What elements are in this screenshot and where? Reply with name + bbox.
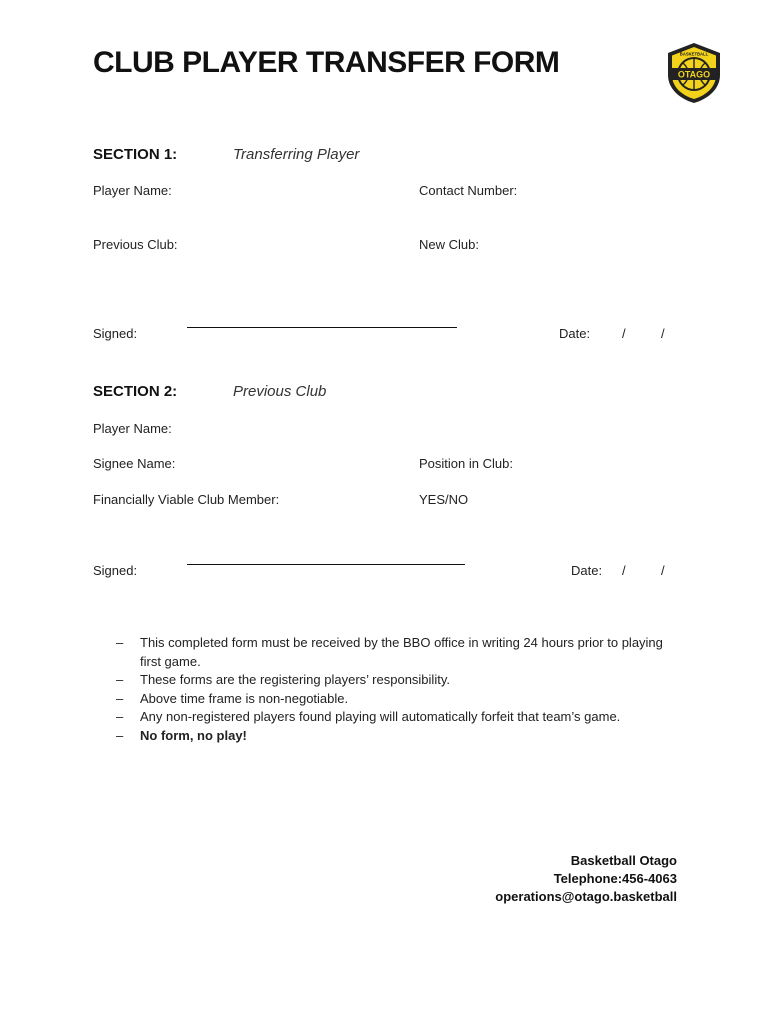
section1-date-slash-1: / [622, 326, 626, 341]
contact-email[interactable]: operations@otago.basketball [495, 889, 677, 904]
note-text: Any non-registered players found playing will automatically forfeit that team’s game. [140, 709, 621, 724]
section1-signed-label: Signed: [93, 326, 138, 341]
section2-heading: SECTION 2: [93, 383, 178, 400]
notes-list [116, 634, 686, 745]
section1-contact-number-label: Contact Number: [419, 183, 518, 198]
list-item [116, 634, 686, 671]
section2-player-name-label: Player Name: [93, 421, 172, 436]
note-dash: – [116, 635, 124, 650]
note-dash: – [116, 709, 124, 724]
section2-date-label: Date: [571, 563, 603, 578]
section2-yes-no: YES/NO [419, 492, 469, 507]
contact-telephone: Telephone:456-4063 [553, 871, 677, 886]
logo-otago-text: OTAGO [677, 69, 711, 80]
section1-date-slash-2: / [661, 326, 665, 341]
list-item [116, 690, 686, 709]
logo-basketball-text: BASKETBALL [679, 51, 709, 57]
note-text: Above time frame is non-negotiable. [140, 690, 349, 706]
basketball-otago-logo [664, 41, 724, 105]
note-dash: – [116, 727, 124, 743]
section1-previous-club-label: Previous Club: [93, 237, 178, 252]
section1-signature-line[interactable] [187, 327, 457, 328]
section2-subtitle: Previous Club [233, 383, 327, 400]
note-text-bold: No form, no play! [140, 727, 247, 743]
section2-date-slash-1: / [622, 563, 626, 578]
section2-position-in-club-label: Position in Club: [419, 456, 513, 471]
section1-new-club-label: New Club: [419, 237, 479, 252]
section1-date-label: Date: [559, 326, 591, 341]
section2-signed-label: Signed: [93, 563, 138, 578]
list-item [116, 727, 686, 746]
note-text: This completed form must be received by the BBO office in writing 24 hours prior to playing first game. [140, 635, 663, 669]
section2-date-slash-2: / [661, 563, 665, 578]
section1-heading: SECTION 1: [93, 146, 178, 163]
section2-signee-name-label: Signee Name: [93, 456, 176, 471]
section1-subtitle: Transferring Player [233, 146, 360, 163]
list-item [116, 708, 686, 727]
contact-block [495, 852, 677, 906]
section2-signature-line[interactable] [187, 564, 465, 565]
note-text: These forms are the registering players’ responsibility. [140, 672, 450, 687]
contact-org: Basketball Otago [570, 853, 677, 868]
note-dash: – [116, 672, 124, 687]
form-title: CLUB PLAYER TRANSFER FORM [93, 46, 560, 79]
list-item [116, 671, 686, 690]
section2-financially-viable-label: Financially Viable Club Member: [93, 492, 280, 507]
section1-player-name-label: Player Name: [93, 183, 172, 198]
note-dash: – [116, 690, 124, 706]
